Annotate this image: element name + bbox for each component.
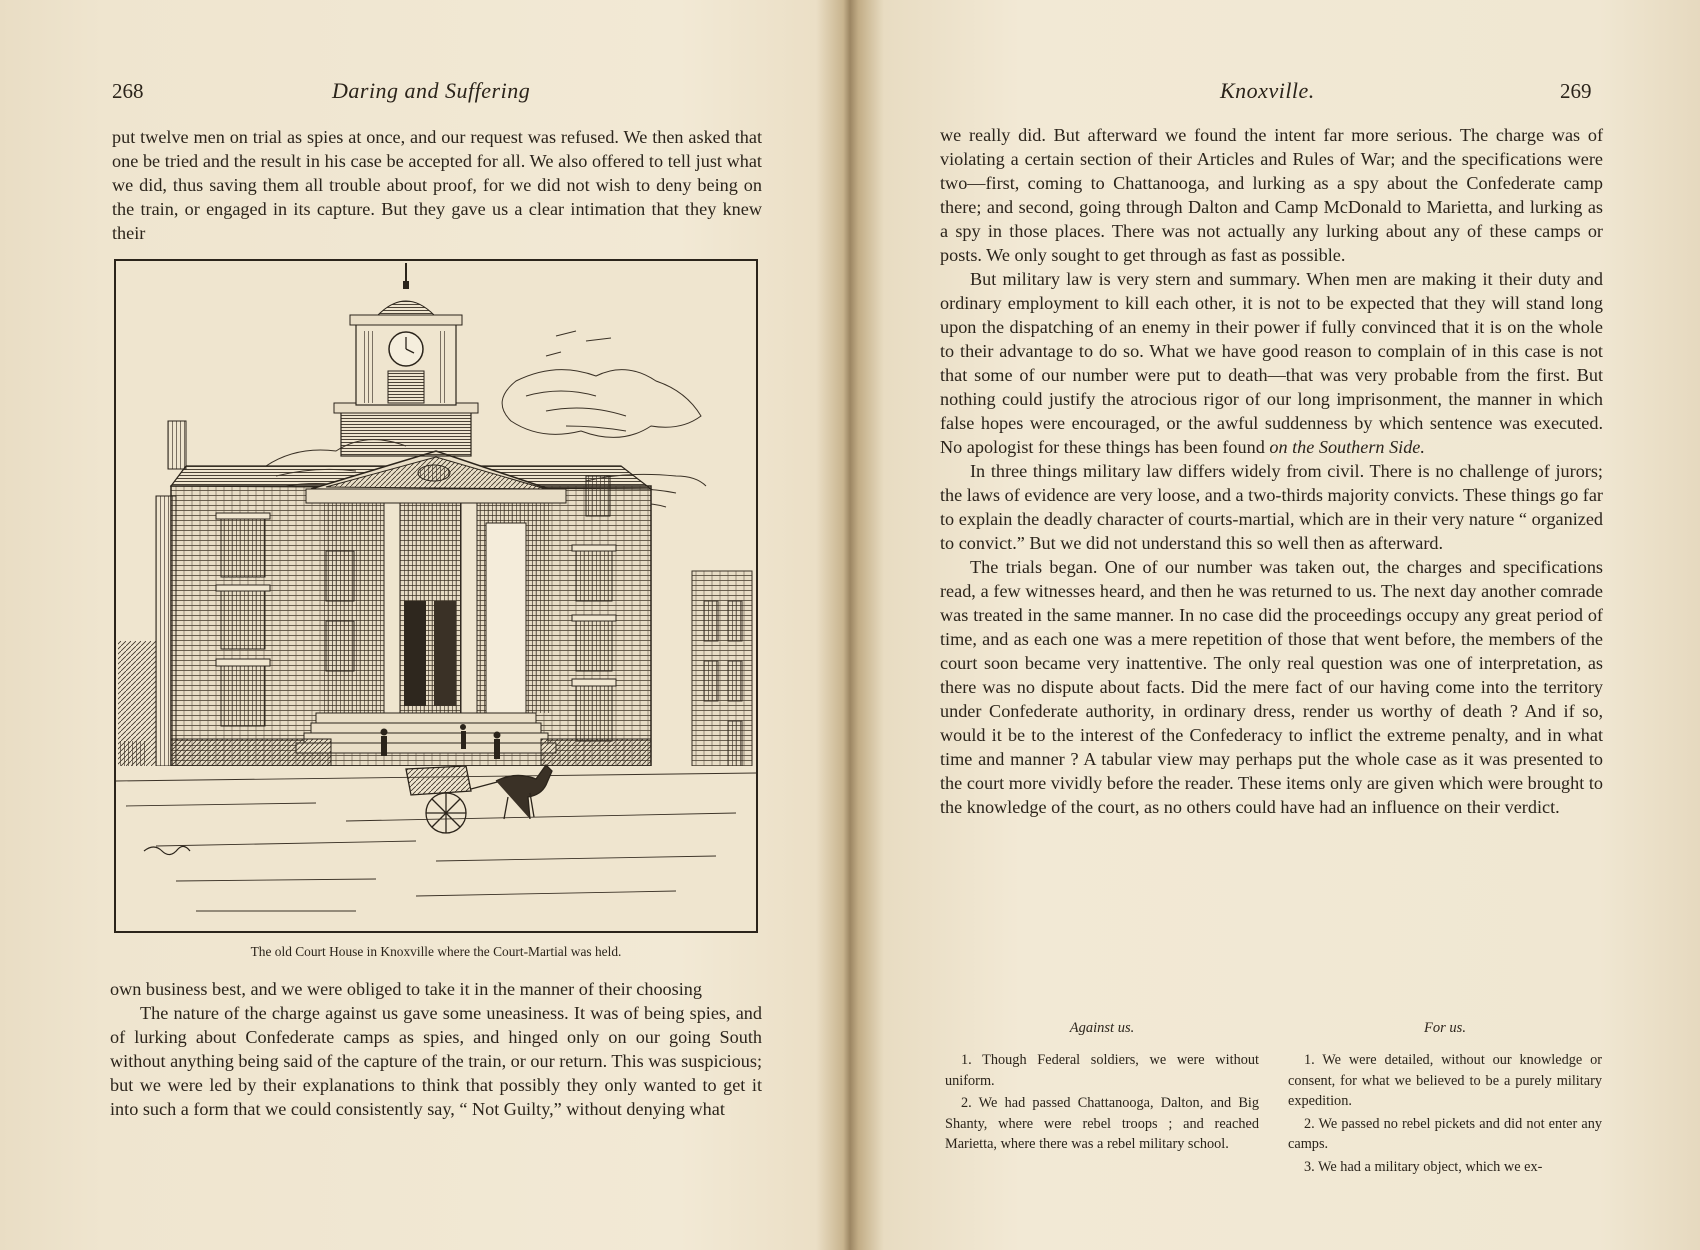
for-column xyxy=(1288,1020,1602,1179)
against-item: 1. Though Federal soldiers, we were without uniform. xyxy=(945,1052,1259,1089)
italic-phrase: on the Southern Side. xyxy=(1269,437,1425,457)
paragraph-text: But military law is very stern and summary. When men are making it their duty and ordinary employment to kill each other, it is not to be expected that they will stand long upon the dispatching of an enemy in their power if fully convinced that it is on the whole to their advantage to do so. What we have good reason to complain of in this case is not that some of our number were put to death—that was very probable from the first. But nothing could justify the atrocious rigor of our long imprisonment, the manner in which false hopes were encouraged, or the awful suddenness by which sentence was executed. No apologist for these things has been found xyxy=(940,269,1603,457)
paragraph: In three things military law differs widely from civil. There is no challenge of jurors; the laws of evidence are very loose, and a two-thirds majority convicts. These things go far to explain the deadly character of courts-martial, which are in their very nature “ organized to convict.” But we did not understand this so well then as afterward. xyxy=(940,461,1603,553)
tabular-view xyxy=(945,1020,1600,1190)
paragraph: put twelve men on trial as spies at once, and our request was refused. We then asked that one be tried and the result in his case be accepted for all. We also offered to tell just what we did, thus saving them all trouble about proof, for we did not wish to deny being on the train, or engaged in its capture. But they gave us a clear intimation that they knew their xyxy=(112,127,762,243)
left-text-top xyxy=(112,125,762,245)
left-text-bottom xyxy=(110,977,762,1121)
against-column xyxy=(945,1020,1259,1157)
figure-caption: The old Court House in Knoxville where the Court-Martial was held. xyxy=(250,944,622,959)
left-page-number: 268 xyxy=(112,79,144,103)
court-house-illustration xyxy=(114,259,758,933)
right-running-title: Knoxville. xyxy=(1220,78,1315,103)
right-page-number: 269 xyxy=(1560,79,1592,103)
for-item: 1. We were detailed, without our knowledge or consent, for what we believed to be a purely military expedition. xyxy=(1288,1052,1602,1109)
paragraph: own business best, and we were obliged to take it in the manner of their choosing xyxy=(110,979,702,999)
against-heading: Against us. xyxy=(1069,1020,1135,1036)
right-text xyxy=(940,123,1603,819)
for-item: 3. We had a military object, which we ex- xyxy=(1304,1158,1543,1175)
right-page xyxy=(850,0,1700,1250)
court-house-engraving xyxy=(116,261,756,931)
left-running-title: Daring and Suffering xyxy=(332,78,531,103)
paragraph: The trials began. One of our number was taken out, the charges and specifications read, a few witnesses heard, and then he was returned to us. The next day another comrade was treated in the same manner. In no case did the proceedings occupy any great period of time, and as each one was a mere repetition of those that went before, the members of the court soon became very inattentive. The only real question was one of interpretation, as there was no dispute about facts. Did the mere fact of our having come into the territory under Confederate authority, in ordinary dress, render us worthy of death ? And if so, would it be to the interest of the Confederacy to inflict the extreme penalty, and in what time and manner ? A tabular view may perhaps put the whole case as it was presented to the court more vividly before the reader. These items only are given which were brought to the knowledge of the court, as no others could have had an influence on their verdict. xyxy=(940,557,1603,817)
paragraph: The nature of the charge against us gave some uneasiness. It was of being spies, and of lurking about Confederate camps as spies, and hinged only on our going South without anything being said of the capture of the train, or our return. This was suspicious; but we were led by their explanations to think that possibly they only wanted to get it into such a form that we could consistently say, “ Not Guilty,” without denying what xyxy=(110,1003,762,1119)
paragraph xyxy=(940,267,1603,459)
for-item: 2. We passed no rebel pickets and did not enter any camps. xyxy=(1288,1115,1602,1152)
paragraph: we really did. But afterward we found the intent far more serious. The charge was of violating a certain section of their Articles and Rules of War; and the specifications were two—first, coming to Chattanooga, and lurking as a spy about the Confederate camp there; and second, going through Dalton and Camp McDonald to Marietta, and lurking as a spy in those places. There was not actually any lurking about any of these camps or posts. We only sought to get through as fast as possible. xyxy=(940,125,1603,265)
for-heading: For us. xyxy=(1424,1020,1466,1036)
against-item: 2. We had passed Chattanooga, Dalton, and Big Shanty, where were rebel troops ; and reached Marietta, where there was a rebel military school. xyxy=(945,1095,1259,1152)
